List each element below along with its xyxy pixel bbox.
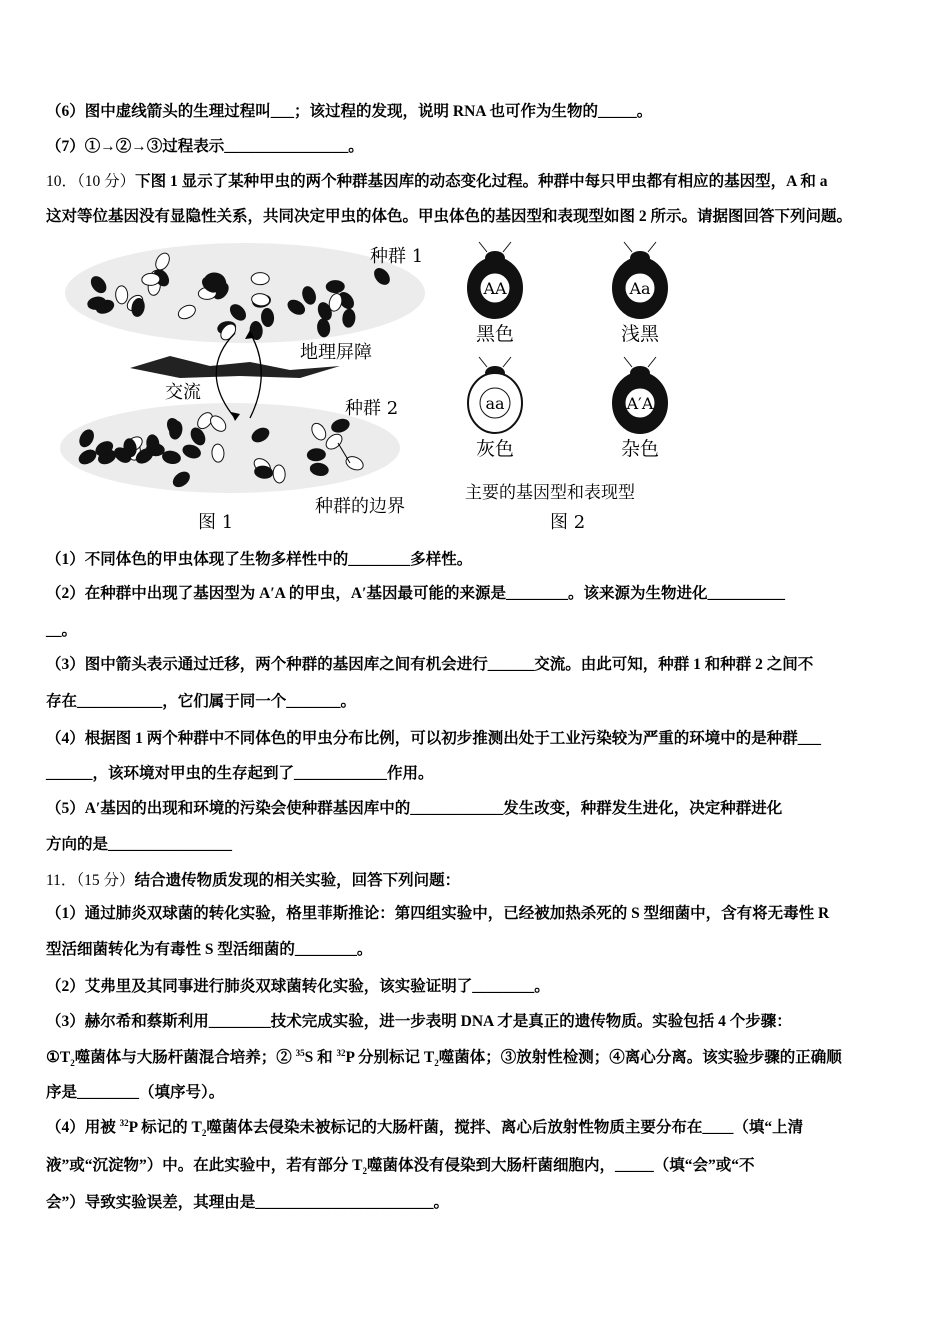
text-segment: 存在___________，它们属于同一个_______。 — [46, 693, 357, 710]
beetle-icon — [115, 286, 128, 304]
text-segment: 32 — [119, 1117, 129, 1128]
text-segment: （1）不同体色的甲虫体现了生物多样性中的________多样性。 — [46, 551, 473, 568]
text-segment: 噬菌体与大肠杆菌混合培养；② — [74, 1049, 296, 1066]
text-segment: P 标记的 T — [128, 1119, 202, 1136]
label-geographic-barrier: 地理屏障 — [300, 342, 372, 363]
text-line — [46, 977, 550, 997]
beetle-population-figure — [60, 238, 720, 538]
figure-2-caption: 图 2 — [550, 512, 586, 533]
text-segment: ______，该环境对甲虫的生存起到了____________作用。 — [46, 765, 434, 782]
phenotype-label: 浅黑 — [620, 323, 660, 345]
text-line — [46, 1048, 842, 1068]
text-segment: 2 — [434, 1058, 439, 1069]
text-segment: 这对等位基因没有显隐性关系，共同决定甲虫的体色。甲虫体色的基因型和表现型如图 2 所示。请据图回答下列问题。 — [46, 208, 853, 225]
text-segment: （6）图中虚线箭头的生理过程叫___；该过程的发现，说明 RNA 也可作为生物的_____。 — [46, 103, 653, 120]
text-segment: 结合遗传物质发现的相关实验，回答下列问题： — [134, 872, 461, 889]
text-line — [46, 621, 77, 641]
text-segment: 32 — [336, 1047, 346, 1058]
beetle-icon — [251, 273, 269, 285]
text-line — [46, 1193, 449, 1213]
genotype-label: AA — [483, 279, 507, 298]
text-segment: （2）艾弗里及其同事进行肺炎双球菌转化实验，该实验证明了________。 — [46, 978, 550, 995]
label-population-1: 种群 1 — [370, 246, 424, 267]
text-line — [46, 835, 232, 855]
text-segment: 噬菌体；③放射性检测；④离心分离。该实验步骤的正确顺 — [438, 1049, 842, 1066]
beetle-genotype-3 — [613, 357, 667, 460]
text-segment: S 和 — [304, 1049, 337, 1066]
text-segment: 液”或“沉淀物”）中。在此实验中，若有部分 T — [46, 1157, 363, 1174]
beetle-genotype-2 — [468, 357, 522, 460]
beetle-icon — [326, 280, 344, 292]
text-segment: （5）A′基因的出现和环境的污染会使种群基因库中的____________发生改变，种群发生进化，决定种群进化 — [46, 800, 783, 817]
phenotype-label: 黑色 — [475, 323, 515, 345]
genotype-label: A′A — [626, 394, 654, 413]
text-line — [46, 729, 821, 749]
text-line — [46, 799, 782, 819]
text-segment: 下图 1 显示了某种甲虫的两个种群基因库的动态变化过程。种群中每只甲虫都有相应的基因型，A 和 a — [135, 173, 828, 190]
text-segment: （2）在种群中出现了基因型为 A′A 的甲虫，A′基因最可能的来源是________。该来源为生物进化__________ — [46, 585, 785, 602]
text-line — [46, 1083, 224, 1103]
text-segment: 10．（10 分） — [46, 173, 136, 190]
text-segment: （1）通过肺炎双球菌的转化实验，格里菲斯推论：第四组实验中，已经被加热杀死的 S 型细菌中，含有将无毒性 R — [46, 905, 830, 922]
label-population-2: 种群 2 — [345, 398, 399, 419]
beetle-icon — [211, 444, 224, 463]
text-segment: 方向的是________________ — [46, 836, 233, 853]
beetle-genotype-1 — [613, 242, 667, 345]
text-segment: 2 — [201, 1128, 207, 1139]
text-segment: （7）①→②→③过程表示________________。 — [46, 138, 364, 155]
figure-1-caption: 图 1 — [198, 512, 234, 533]
text-line — [46, 550, 472, 570]
figure-2-subtitle: 主要的基因型和表现型 — [465, 483, 635, 503]
text-segment: 2 — [362, 1166, 367, 1177]
phenotype-label: 杂色 — [620, 438, 660, 460]
text-line — [46, 137, 364, 157]
text-segment: 噬菌体没有侵染到大肠杆菌细胞内，_____（填“会”或“不 — [366, 1157, 755, 1174]
text-line — [46, 584, 785, 604]
text-segment: ①T — [46, 1049, 71, 1066]
text-segment: 型活细菌转化为有毒性 S 型活细菌的________。 — [46, 941, 373, 958]
figure-1 — [60, 243, 425, 533]
text-line — [46, 655, 813, 675]
text-segment: （4）根据图 1 两个种群中不同体色的甲虫分布比例，可以初步推测出处于工业污染较为严重的环境中的是种群___ — [46, 730, 822, 747]
genotype-label: aa — [485, 394, 505, 413]
genotype-label: Aa — [629, 279, 651, 298]
text-segment: 序是________（填序号）。 — [46, 1084, 225, 1101]
text-line — [46, 940, 372, 960]
text-line — [46, 207, 852, 227]
text-segment: （3）赫尔希和蔡斯利用________技术完成实验，进一步表明 DNA 才是真正的遗传物质。实验包括 4 个步骤： — [46, 1013, 792, 1030]
beetle-genotype-0 — [468, 242, 522, 345]
text-line — [46, 1156, 754, 1176]
phenotype-label: 灰色 — [475, 438, 515, 460]
text-line — [46, 1012, 792, 1032]
text-line — [46, 102, 652, 122]
label-population-boundary: 种群的边界 — [315, 496, 405, 517]
text-line — [46, 1118, 803, 1138]
text-line — [46, 172, 827, 192]
text-line — [46, 692, 356, 712]
text-segment: 会”）导致实验误差，其理由是_______________________。 — [46, 1194, 450, 1211]
text-segment: __。 — [46, 622, 78, 639]
label-exchange: 交流 — [165, 382, 201, 403]
text-segment: （3）图中箭头表示通过迁移，两个种群的基因库之间有机会进行______交流。由此可知，种群 1 和种群 2 之间不 — [46, 656, 814, 673]
text-segment: 2 — [70, 1058, 75, 1069]
figure-2 — [468, 242, 667, 460]
text-line — [46, 904, 829, 924]
text-segment: P 分别标记 T — [345, 1049, 435, 1066]
text-line — [46, 871, 460, 891]
text-segment: 噬菌体去侵染未被标记的大肠杆菌，搅拌、离心后放射性物质主要分布在____（填“上清 — [206, 1119, 804, 1136]
text-segment: （4）用被 — [46, 1119, 120, 1136]
text-segment: 35 — [295, 1047, 305, 1058]
text-line — [46, 764, 434, 784]
text-segment: 11．（15 分） — [46, 872, 135, 889]
